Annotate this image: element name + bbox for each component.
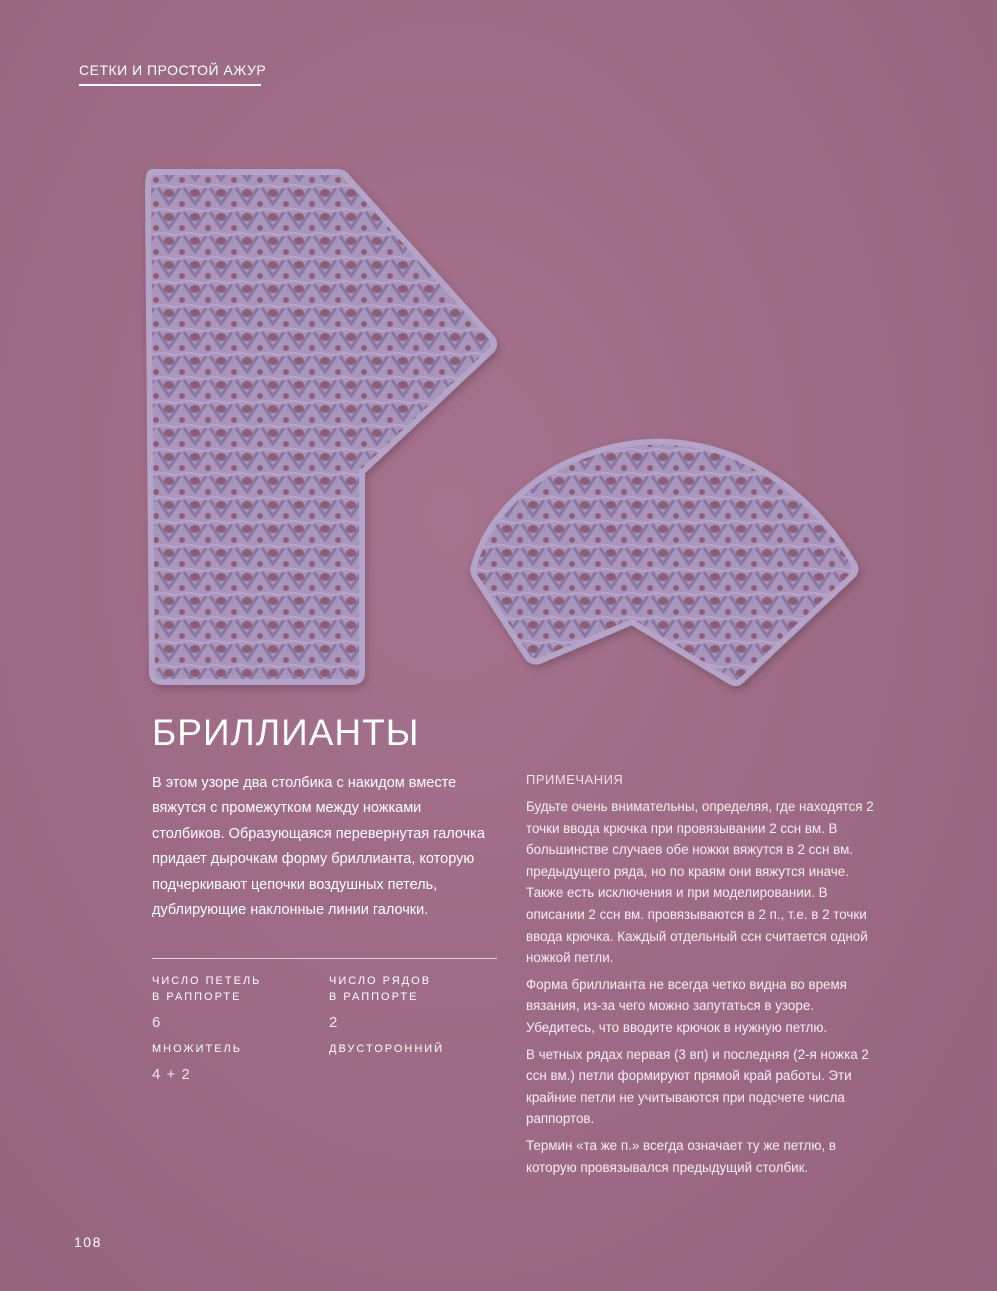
page-number: 108 [74, 1234, 102, 1250]
notes-heading: ПРИМЕЧАНИЯ [526, 772, 624, 787]
rows-label: ЧИСЛО РЯДОВ В РАППОРТЕ [329, 975, 432, 1003]
section-header-underline [79, 84, 261, 86]
note-paragraph: Будьте очень внимательны, определяя, где находятся 2 точки ввода крючка при провязывании 2 ссн вм. В большинстве случаев обе ножки вяжутся в 2 ссн вм. предыдущего ряда, но по краям они вяжутся иначе. Также есть исключения и при моделировании. В описании 2 ссн вм. провязываются в 2 п., т.е. в 2 точки ввода крючка. Каждый отдельный ссн считается одной ножкой петли. [526, 799, 874, 966]
notes [526, 796, 876, 1183]
swatch-small [473, 442, 855, 683]
section-header: СЕТКИ И ПРОСТОЙ АЖУР [79, 62, 267, 78]
reversible-label: ДВУСТОРОННИЙ [329, 1043, 445, 1055]
swatch-large [148, 172, 494, 682]
intro-divider [152, 958, 497, 959]
note-paragraph: Форма бриллианта не всегда четко видна во время вязания, из-за чего можно запутаться в узоре. Убедитесь, что вводите крючок в нужную петлю. [526, 976, 847, 1035]
stitches-label: ЧИСЛО ПЕТЕЛЬ В РАППОРТЕ [152, 975, 262, 1003]
pattern-intro: В этом узоре два столбика с накидом вместе вяжутся с промежутком между ножками столбиков. Образующаяся перевернутая галочка придает дырочкам форму бриллианта, которую подчеркивают цепочки воздушных петель, дублирующие наклонные линии галочки. [152, 775, 485, 919]
pattern-title: БРИЛЛИАНТЫ [152, 712, 420, 753]
multiplier-label: МНОЖИТЕЛЬ [152, 1043, 242, 1055]
note-paragraph: Термин «та же п.» всегда означает ту же петлю, в которую провязывался предыдущий столбик. [526, 1137, 836, 1175]
multiplier-value: 4 + 2 [152, 1066, 191, 1083]
rows-value: 2 [329, 1014, 339, 1031]
crochet-swatch-photo [130, 160, 870, 700]
stitches-value: 6 [152, 1014, 162, 1031]
note-paragraph: В четных рядах первая (3 вп) и последняя (2-я ножка 2 ссн вм.) петли формируют прямой край работы. Эти крайние петли не учитываются при подсчете числа раппортов. [526, 1046, 869, 1127]
